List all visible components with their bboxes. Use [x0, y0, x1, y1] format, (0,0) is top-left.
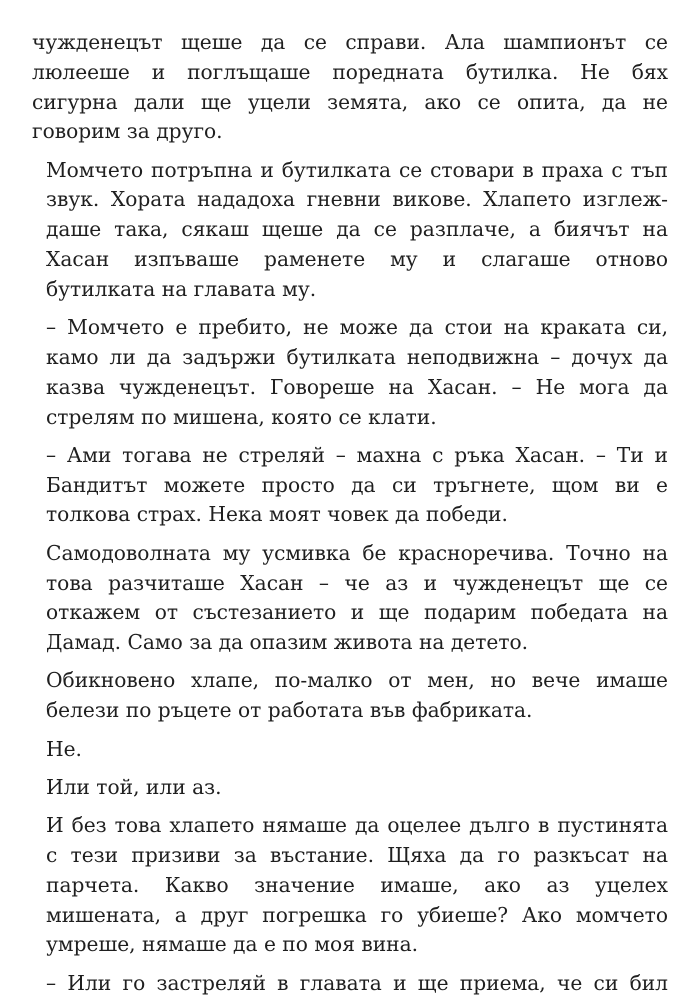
text-line: Самодоволната му усмивка бе красноречива. Точно на [46, 540, 668, 565]
text-line: парчета. Какво значение имаше, ако аз уцелех [46, 872, 668, 897]
paragraph [32, 539, 668, 658]
book-page [32, 28, 668, 998]
text-line: белези по ръцете от работата във фабриката. [46, 698, 533, 723]
text-line: Момчето потръпна и бутилката се стовари в праха с тъп [46, 157, 668, 182]
text-line: Не. [46, 736, 82, 761]
paragraph [32, 735, 668, 765]
text-line: бутилката на главата му. [46, 276, 317, 301]
text-line: стрелям по мишена, която се клати. [46, 404, 437, 429]
text-line: говорим за друго. [32, 119, 223, 144]
text-line: Бандитът можете просто да си тръгнете, щом ви е [46, 472, 668, 497]
text-line: мишената, а друг погрешка го убиеше? Ако момчето [46, 902, 668, 927]
text-line: – Или го застреляй в главата и ще приема, че си бил [46, 970, 668, 995]
text-line: И без това хлапето нямаше да оцелее дълго в пустинята [46, 813, 668, 838]
text-line: – Ами тогава не стреляй – махна с ръка Хасан. – Ти и [46, 442, 668, 467]
paragraph [32, 666, 668, 726]
text-line: това разчиташе Хасан – че аз и чужденецът ще се [46, 570, 668, 595]
paragraph [32, 156, 668, 305]
text-line: казва чужденецът. Говореше на Хасан. – Не мога да [46, 374, 668, 399]
text-line: с тези призиви за въстание. Щяха да го разкъсат на [46, 842, 668, 867]
text-line: Или той, или аз. [46, 774, 222, 799]
paragraph [32, 773, 668, 803]
text-line: люлееше и поглъщаше поредната бутилка. Не бях [32, 59, 668, 84]
paragraph [32, 28, 668, 147]
text-line: звук. Хората нададоха гневни викове. Хлапето изглеж- [46, 187, 668, 212]
text-line: откажем от състезанието и ще подарим победата на [46, 600, 668, 625]
paragraph [32, 969, 668, 998]
text-line: умреше, нямаше да е по моя вина. [46, 932, 419, 957]
paragraph [32, 811, 668, 960]
text-line: – Момчето е пребито, не може да стои на краката си, [46, 315, 668, 340]
paragraph [32, 313, 668, 432]
text-line: Обикновено хлапе, по-малко от мен, но вече имаше [46, 668, 668, 693]
text-line: Хасан изпъваше раменете му и слагаше отново [46, 247, 668, 272]
paragraph [32, 441, 668, 530]
text-line: сигурна дали ще уцели земята, ако се опита, да не [32, 89, 668, 114]
text-line: толкова страх. Нека моят човек да победи. [46, 502, 508, 527]
text-line: чужденецът щеше да се справи. Ала шампионът се [32, 30, 668, 54]
text-line: даше така, сякаш щеше да се разплаче, а биячът на [46, 217, 668, 242]
text-line: камо ли да задържи бутилката неподвижна – дочух да [46, 344, 668, 369]
text-line: Дамад. Само за да опазим живота на детето. [46, 630, 529, 655]
